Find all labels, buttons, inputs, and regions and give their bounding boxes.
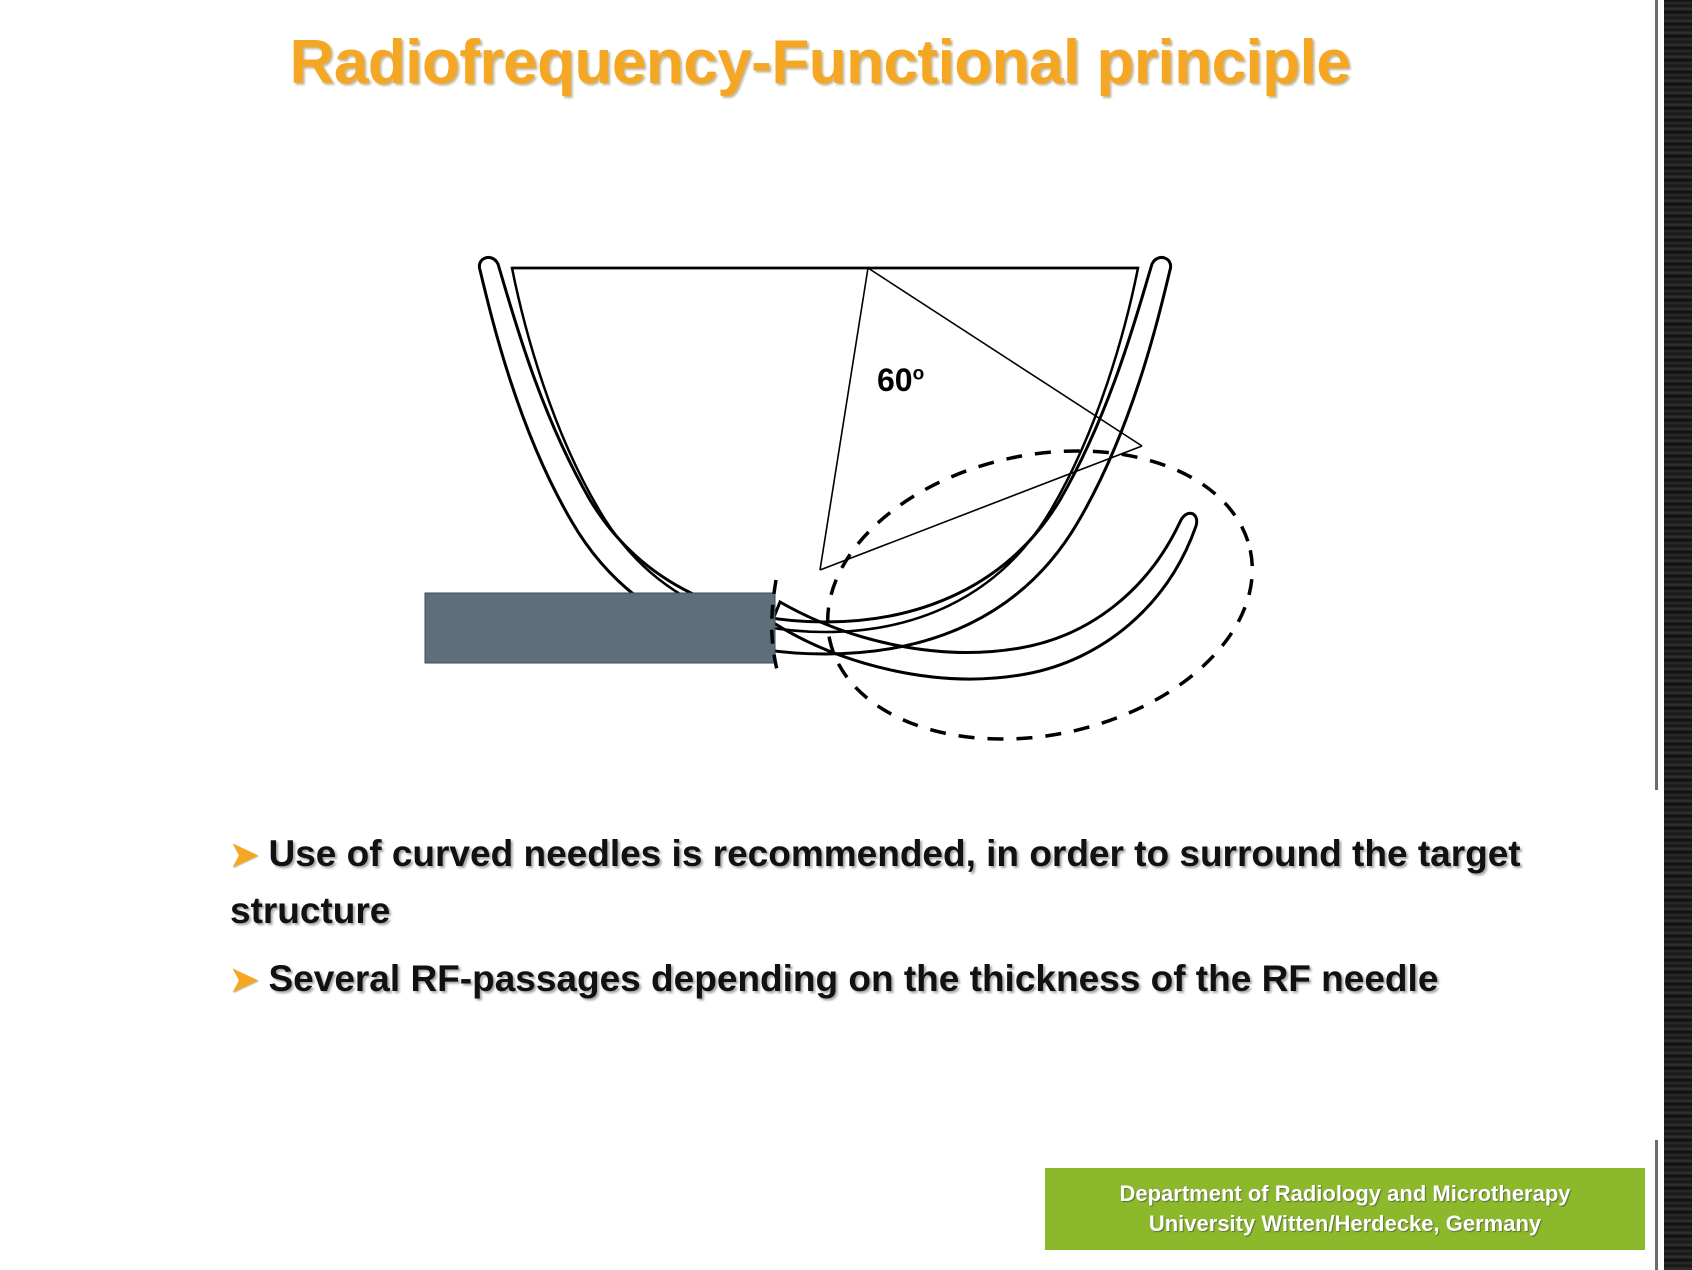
footer-line-2: University Witten/Herdecke, Germany <box>1148 1211 1542 1236</box>
angle-degree-symbol: o <box>912 363 925 385</box>
bullet-list <box>230 825 1540 1017</box>
right-decorative-band <box>1664 0 1692 1270</box>
bullet-arrow-icon: ➤ <box>230 960 259 999</box>
ultrasound-probe-block <box>425 593 775 663</box>
footer-affiliation-badge <box>1045 1168 1645 1250</box>
bullet-arrow-icon: ➤ <box>230 836 259 874</box>
list-item <box>230 950 1540 1007</box>
rf-principle-diagram <box>380 250 1340 770</box>
sector-chord <box>868 268 1142 446</box>
diagram-figure <box>380 250 1340 770</box>
angle-value: 60 <box>877 362 913 398</box>
ablation-zone-dashed-outline <box>801 413 1280 770</box>
list-item <box>230 825 1540 940</box>
bullet-text: Use of curved needles is recommended, in order to surround the target structure <box>230 833 1521 932</box>
angle-label <box>877 362 924 399</box>
bullet-text: Several RF-passages depending on the thickness of the RF needle <box>268 957 1439 999</box>
target-structure-outline <box>512 268 1138 632</box>
footer-line-1: Department of Radiology and Microtherapy <box>1119 1181 1571 1207</box>
page-title: Radiofrequency-Functional principle <box>289 28 1351 97</box>
curved-rf-needle <box>772 513 1197 679</box>
sector-line-left <box>820 268 868 570</box>
